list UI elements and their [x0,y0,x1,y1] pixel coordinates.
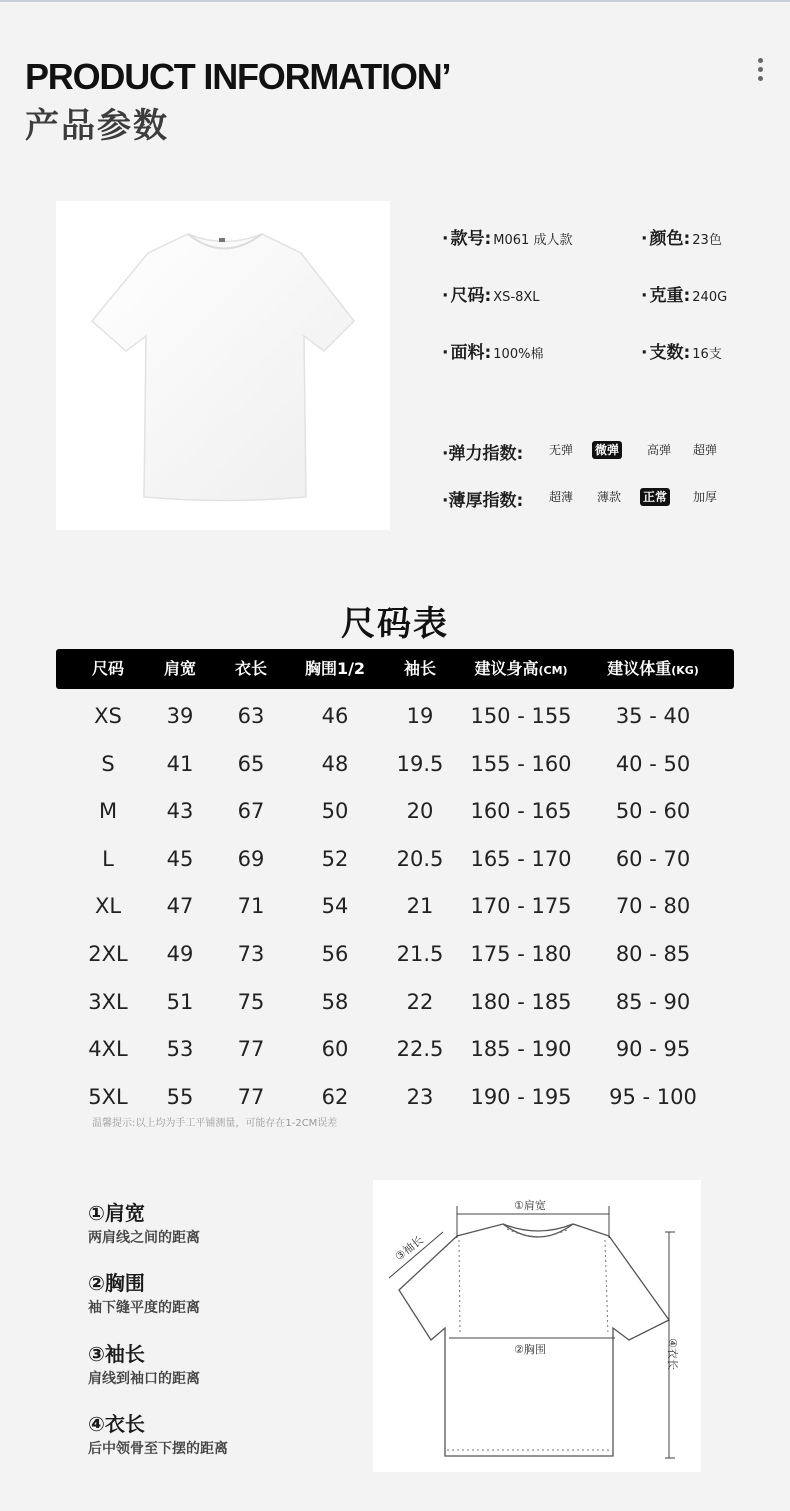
cell-chest: 54 [321,894,349,919]
cell-height: 185 - 190 [470,1037,572,1062]
cell-size: 4XL [88,1037,128,1062]
cell-length: 65 [237,751,265,776]
header-sleeve: 袖长 [403,659,437,678]
cell-height: 165 - 170 [470,846,572,871]
measure-title-length: ④衣长 [88,1412,145,1436]
cell-length: 77 [237,1084,265,1109]
cell-sleeve: 21 [406,894,434,919]
diagram-label-chest: ②胸围 [514,1343,546,1356]
thickness-option: 超薄 [549,490,574,504]
cell-size: S [101,751,115,776]
size-chart-header [56,649,734,689]
spec-style-no: · 款号: M061 成人款 [442,229,573,249]
cell-sleeve: 19.5 [396,751,444,776]
size-chart-title: 尺码表 [341,604,449,644]
cell-sleeve: 19 [406,704,434,728]
cell-height: 190 - 195 [470,1084,572,1109]
cell-size: M [98,799,118,824]
cell-weight: 35 - 40 [615,704,691,728]
cell-weight: 50 - 60 [615,799,691,824]
diagram-label-shoulder: ①肩宽 [514,1199,546,1212]
cell-height: 180 - 185 [470,989,572,1014]
cell-height: 155 - 160 [470,751,572,776]
cell-weight: 85 - 90 [615,989,691,1014]
cell-length: 75 [237,989,265,1014]
cell-sleeve: 22 [406,989,434,1014]
cell-shoulder: 41 [166,751,194,776]
cell-weight: 95 - 100 [609,1084,697,1109]
tshirt-outline-diagram [373,1180,701,1472]
cell-weight: 60 - 70 [615,846,691,871]
cell-length: 67 [237,799,265,824]
thickness-option: 加厚 [693,490,718,504]
cell-height: 150 - 155 [470,704,572,728]
cell-length: 77 [237,1037,265,1062]
diagram-label-length: ④衣长 [665,1338,679,1370]
elasticity-option: 高弹 [647,443,672,457]
cell-chest: 60 [321,1037,349,1062]
cell-shoulder: 39 [166,704,194,728]
cell-size: 5XL [88,1084,128,1109]
cell-chest: 46 [321,704,349,728]
cell-height: 160 - 165 [470,799,572,824]
product-photo [56,201,390,530]
cell-shoulder: 47 [166,894,194,919]
cell-chest: 62 [321,1084,349,1109]
thickness-index: ·薄厚指数: 超薄 薄款 正常 加厚 [442,486,523,511]
spec-weight: · 克重: 240G [641,286,728,306]
cell-chest: 50 [321,799,349,824]
cell-chest: 52 [321,846,349,871]
cell-sleeve: 23 [406,1084,434,1109]
cell-height: 175 - 180 [470,942,572,966]
page-title-en: PRODUCT INFORMATION’ [25,56,451,97]
page-title-cn: 产品参数 [25,106,169,146]
cell-size: L [102,846,114,871]
cell-sleeve: 20 [406,799,434,824]
cell-shoulder: 49 [166,942,194,966]
cell-shoulder: 43 [166,799,194,824]
cell-shoulder: 55 [166,1084,194,1109]
spec-yarn-count: · 支数: 16支 [641,343,722,363]
cell-size: XS [94,704,122,728]
measurement-diagram [373,1180,701,1472]
cell-shoulder: 45 [166,846,194,871]
measure-desc-shoulder: 两肩线之间的距离 [88,1230,200,1246]
more-options-icon[interactable] [755,58,765,88]
header-size: 尺码 [91,659,125,678]
diagram-label-sleeve: ③袖长 [392,1233,426,1264]
cell-size: 3XL [88,989,128,1014]
header-shoulder: 肩宽 [163,659,197,678]
header-chest: 胸围1/2 [304,659,366,678]
cell-length: 71 [237,894,265,919]
cell-weight: 40 - 50 [615,751,691,776]
measure-desc-length: 后中领骨至下摆的距离 [88,1441,228,1457]
cell-height: 170 - 175 [470,894,572,919]
tshirt-image [56,201,390,530]
header-length: 衣长 [234,659,268,678]
spec-color: · 颜色: 23色 [641,229,722,249]
measure-title-shoulder: ①肩宽 [88,1201,145,1225]
top-divider [0,0,790,2]
cell-length: 73 [237,942,265,966]
measurement-note: 温馨提示:以上均为手工平铺测量，可能存在1-2CM误差 [92,1118,338,1129]
spec-size: · 尺码: XS-8XL [442,286,540,306]
cell-weight: 80 - 85 [615,942,691,966]
header-height: 建议身高(CM) [474,659,568,678]
cell-length: 69 [237,846,265,871]
thickness-option-selected: 正常 [640,488,670,506]
measure-desc-chest: 袖下缝平度的距离 [88,1300,200,1316]
thickness-option: 薄款 [597,490,622,504]
measure-desc-sleeve: 肩线到袖口的距离 [88,1371,200,1387]
cell-sleeve: 21.5 [396,942,444,966]
elasticity-option: 超弹 [693,443,718,457]
cell-chest: 58 [321,989,349,1014]
cell-weight: 90 - 95 [615,1037,691,1062]
cell-weight: 70 - 80 [615,894,691,919]
elasticity-index: ·弹力指数: 无弹 微弹 高弹 超弹 [442,439,523,464]
cell-size: XL [94,894,122,919]
cell-chest: 56 [321,942,349,966]
cell-sleeve: 22.5 [396,1037,444,1062]
measure-title-sleeve: ③袖长 [88,1342,145,1366]
cell-chest: 48 [321,751,349,776]
measure-title-chest: ②胸围 [88,1271,145,1295]
header-weight: 建议体重(KG) [607,659,699,678]
elasticity-option: 无弹 [549,443,574,457]
spec-fabric: · 面料: 100%棉 [442,343,544,363]
cell-shoulder: 51 [166,989,194,1014]
cell-sleeve: 20.5 [396,846,444,871]
cell-length: 63 [237,704,265,728]
elasticity-option-selected: 微弹 [592,441,622,459]
cell-size: 2XL [88,942,128,966]
cell-shoulder: 53 [166,1037,194,1062]
